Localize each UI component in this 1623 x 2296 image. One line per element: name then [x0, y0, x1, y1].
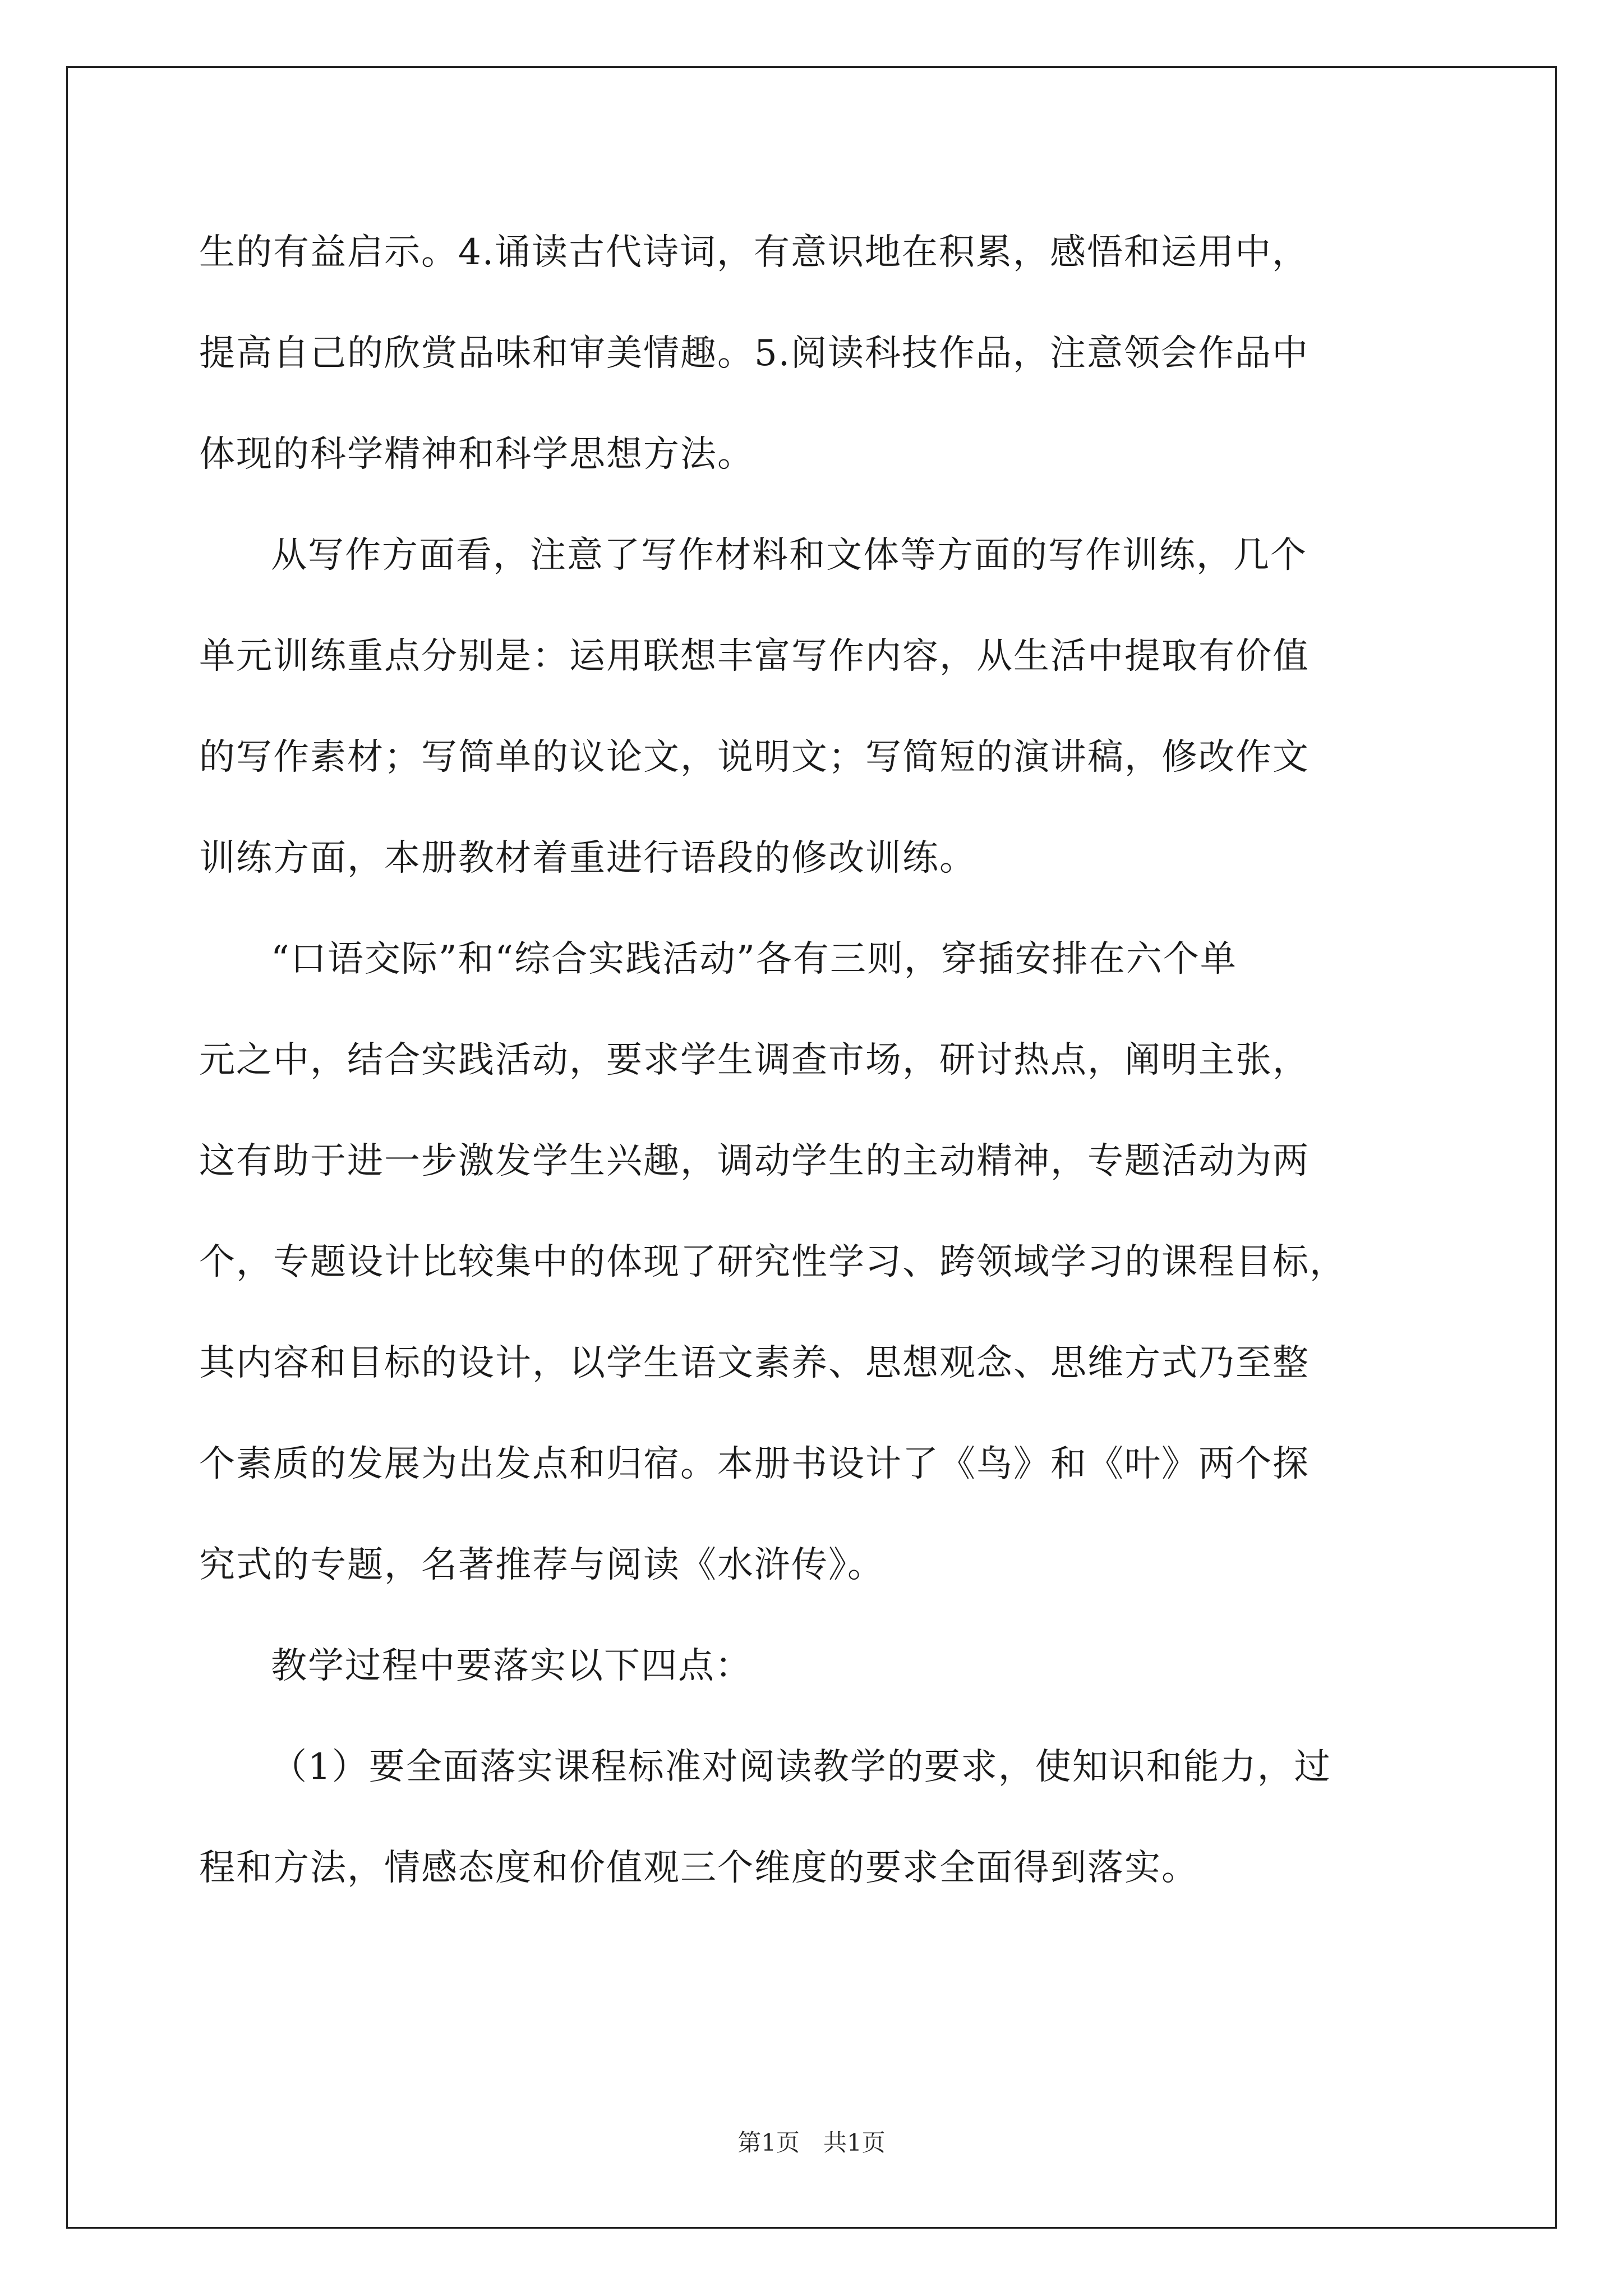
text-line: 从写作方面看，注意了写作材料和文体等方面的写作训练，几个: [271, 535, 1307, 576]
text-line: 究式的专题，名著推荐与阅读《水浒传》。: [199, 1544, 884, 1586]
text-line: 生的有益启示。4.诵读古代诗词，有意识地在积累，感悟和运用中，: [199, 232, 1310, 273]
text-line: 单元训练重点分别是：运用联想丰富写作内容，从生活中提取有价值: [199, 636, 1310, 677]
text-line: 其内容和目标的设计，以学生语文素养、思想观念、思维方式乃至整: [199, 1342, 1310, 1384]
text-line: 个素质的发展为出发点和归宿。本册书设计了《鸟》和《叶》两个探: [199, 1443, 1310, 1485]
text-line: 程和方法，情感态度和价值观三个维度的要求全面得到落实。: [199, 1847, 1198, 1889]
text-line: 体现的科学精神和科学思想方法。: [199, 434, 754, 475]
text-line: 元之中，结合实践活动，要求学生调查市场，研讨热点，阐明主张，: [199, 1039, 1310, 1081]
text-line: 教学过程中要落实以下四点：: [271, 1645, 752, 1687]
text-line: 提高自己的欣赏品味和审美情趣。5.阅读科技作品，注意领会作品中: [199, 333, 1310, 374]
text-line: 这有助于进一步激发学生兴趣，调动学生的主动精神，专题活动为两: [199, 1140, 1310, 1182]
document-body: [199, 202, 1427, 1918]
page-number-footer: 第1页 共1页: [737, 2129, 886, 2156]
text-line: “口语交际”和“综合实践活动”各有三则，穿插安排在六个单: [271, 938, 1237, 980]
text-line: （1）要全面落实课程标准对阅读教学的要求，使知识和能力，过: [271, 1746, 1331, 1788]
text-line: 个，专题设计比较集中的体现了研究性学习、跨领域学习的课程目标，: [199, 1241, 1347, 1283]
text-line: 训练方面，本册教材着重进行语段的修改训练。: [199, 838, 976, 879]
text-line: 的写作素材；写简单的议论文，说明文；写简短的演讲稿，修改作文: [199, 737, 1310, 778]
